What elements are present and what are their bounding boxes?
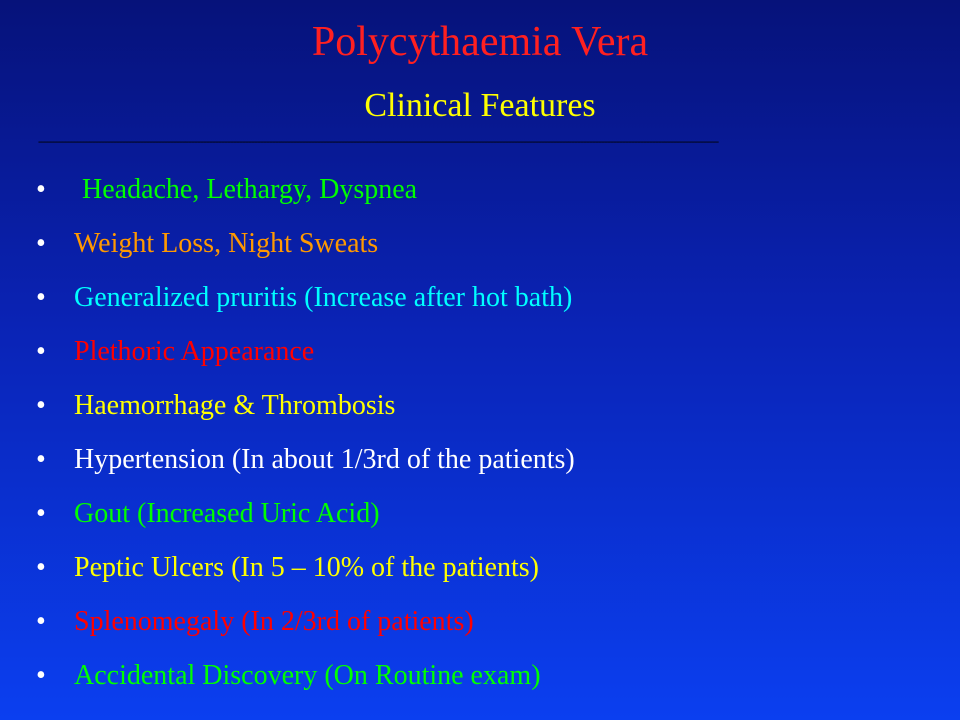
bullet-icon: • xyxy=(36,282,46,313)
bullet-icon: • xyxy=(36,660,46,691)
bullet-icon: • xyxy=(36,498,46,529)
clinical-features-list xyxy=(36,163,936,703)
list-item-splenomegaly xyxy=(36,595,936,649)
bullet-icon: • xyxy=(36,444,46,475)
list-item-plethoric xyxy=(36,325,936,379)
bullet-text: Plethoric Appearance xyxy=(74,336,315,367)
bullet-icon: • xyxy=(36,606,46,637)
list-item-hypertension xyxy=(36,433,936,487)
bullet-icon: • xyxy=(36,552,46,583)
list-item-gout xyxy=(36,487,936,541)
bullet-icon: • xyxy=(36,174,46,205)
bullet-icon: • xyxy=(36,390,46,421)
list-item-headache xyxy=(36,163,936,217)
bullet-text: Gout (Increased Uric Acid) xyxy=(74,498,380,529)
slide-title: Polycythaemia Vera xyxy=(311,19,649,65)
list-item-pruritis xyxy=(36,271,936,325)
bullet-icon: • xyxy=(36,336,46,367)
bullet-text: Accidental Discovery (On Routine exam) xyxy=(74,660,541,691)
list-item-accidental-discovery xyxy=(36,649,936,703)
bullet-text: Splenomegaly (In 2/3rd of patients) xyxy=(74,606,474,637)
list-item-weight-loss xyxy=(36,217,936,271)
dashed-divider: ----------------------------------------------------------------------------------------------------------------------------------------------------------------------------------------------------------------------------------- xyxy=(38,134,719,148)
slide-subtitle: Clinical Features xyxy=(364,87,596,124)
bullet-text: Generalized pruritis (Increase after hot bath) xyxy=(74,282,573,313)
bullet-text: Haemorrhage & Thrombosis xyxy=(74,390,396,421)
bullet-text: Headache, Lethargy, Dyspnea xyxy=(82,174,418,205)
list-item-peptic-ulcers xyxy=(36,541,936,595)
bullet-text: Weight Loss, Night Sweats xyxy=(74,228,379,259)
bullet-text: Peptic Ulcers (In 5 – 10% of the patients) xyxy=(74,552,539,583)
bullet-text: Hypertension (In about 1/3rd of the patients) xyxy=(74,444,575,475)
bullet-icon: • xyxy=(36,228,46,259)
list-item-haemorrhage xyxy=(36,379,936,433)
